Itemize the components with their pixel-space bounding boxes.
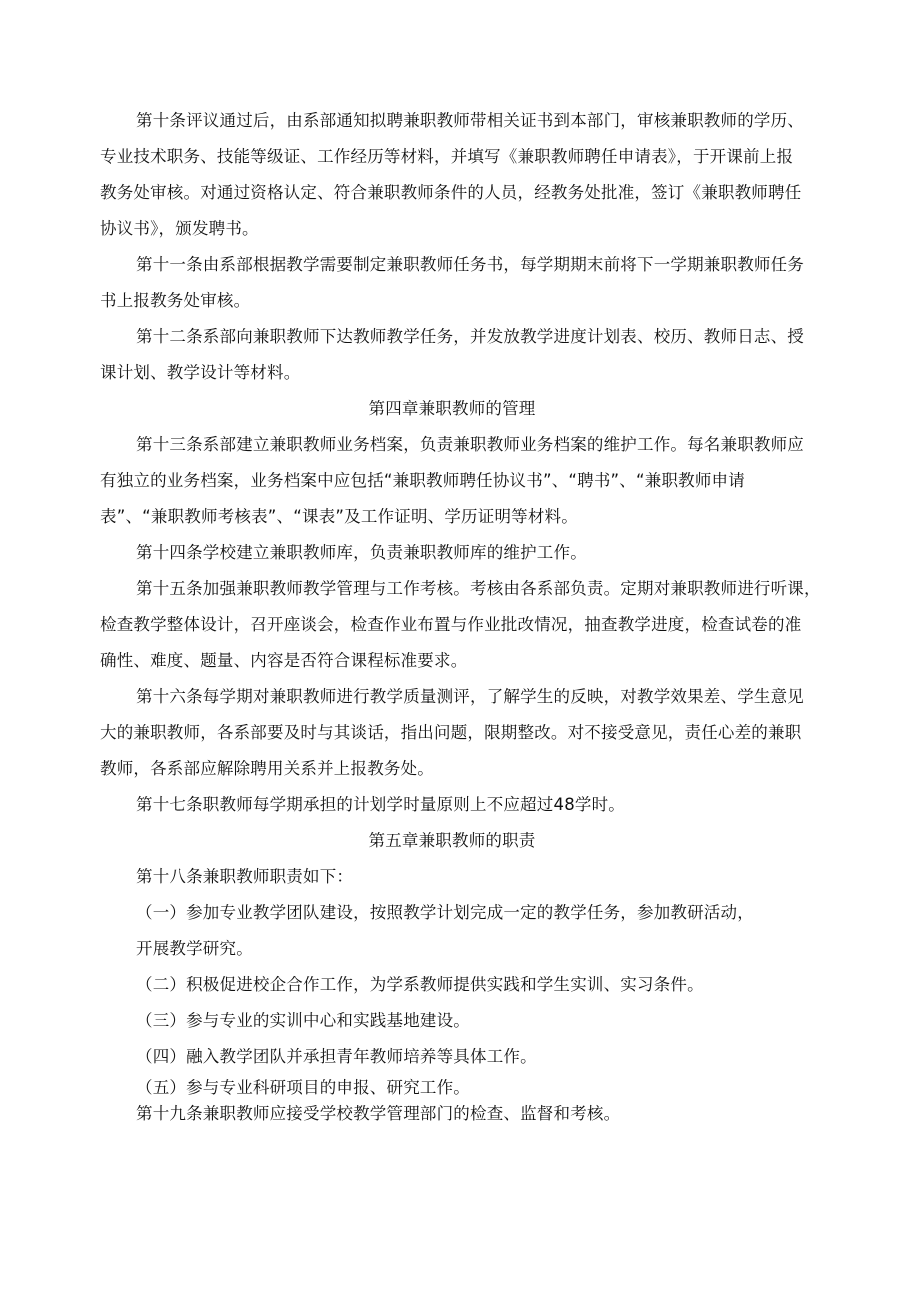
chapter-4-heading: 第四章兼职教师的管理 xyxy=(368,399,536,418)
article-10-line-2: 专业技术职务、技能等级证、工作经历等材料，并填写《兼职教师聘任申请表》，于开课前上报 xyxy=(100,147,794,166)
article-18-item-5: （五）参与专业科研项目的申报、研究工作。 xyxy=(136,1078,470,1097)
article-15-line-1: 第十五条加强兼职教师教学管理与工作考核。考核由各系部负责。定期对兼职教师进行听课， xyxy=(136,579,821,598)
article-17: 第十七条职教师每学期承担的计划学时量原则上不应超过48学时。 xyxy=(136,795,625,814)
chapter-5-heading: 第五章兼职教师的职责 xyxy=(368,831,536,850)
article-15-line-2: 检查教学整体设计，召开座谈会，检查作业布置与作业批改情况，抽查教学进度，检查试卷的准 xyxy=(100,615,802,634)
article-18-item-1-line-1: （一）参加专业教学团队建设，按照教学计划完成一定的教学任务，参加教研活动， xyxy=(136,903,754,922)
article-12-line-2: 课计划、教学设计等材料。 xyxy=(100,363,301,382)
document-body xyxy=(100,103,832,1127)
article-18-item-3: （三）参与专业的实训中心和实践基地建设。 xyxy=(136,1011,470,1030)
article-10-line-1: 第十条评议通过后，由系部通知拟聘兼职教师带相关证书到本部门，审核兼职教师的学历、 xyxy=(136,111,804,130)
article-18-intro: 第十八条兼职教师职责如下： xyxy=(136,867,354,886)
article-11-line-2: 书上报教务处审核。 xyxy=(100,291,251,310)
article-13-line-3: 表”、“兼职教师考核表”、“课表”及工作证明、学历证明等材料。 xyxy=(100,507,578,526)
article-15-line-3: 确性、难度、题量、内容是否符合课程标准要求。 xyxy=(100,651,468,670)
article-18-item-4: （四）融入教学团队并承担青年教师培养等具体工作。 xyxy=(136,1047,537,1066)
article-10-line-3: 教务处审核。对通过资格认定、符合兼职教师条件的人员，经教务处批准，签订《兼职教师聘任 xyxy=(100,183,802,202)
article-18-item-1-line-2: 开展教学研究。 xyxy=(136,939,253,958)
article-13-line-1: 第十三条系部建立兼职教师业务档案，负责兼职教师业务档案的维护工作。每名兼职教师应 xyxy=(136,435,804,454)
article-19: 第十九条兼职教师应接受学校教学管理部门的检查、监督和考核。 xyxy=(136,1104,621,1123)
article-18-item-2: （二）积极促进校企合作工作，为学系教师提供实践和学生实训、实习条件。 xyxy=(136,975,704,994)
article-12-line-1: 第十二条系部向兼职教师下达教师教学任务，并发放教学进度计划表、校历、教师日志、授 xyxy=(136,327,804,346)
article-16-line-2: 大的兼职教师，各系部要及时与其谈话，指出问题，限期整改。对不接受意见，责任心差的兼职 xyxy=(100,723,802,742)
article-10-line-4: 协议书》，颁发聘书。 xyxy=(100,219,259,238)
article-16-line-3: 教师，各系部应解除聘用关系并上报教务处。 xyxy=(100,759,434,778)
article-11-line-1: 第十一条由系部根据教学需要制定兼职教师任务书，每学期期末前将下一学期兼职教师任务 xyxy=(136,255,804,274)
article-16-line-1: 第十六条每学期对兼职教师进行教学质量测评，了解学生的反映，对教学效果差、学生意见 xyxy=(136,687,804,706)
article-13-line-2: 有独立的业务档案，业务档案中应包括“兼职教师聘任协议书”、“聘书”、“兼职教师申请 xyxy=(100,471,745,490)
article-14: 第十四条学校建立兼职教师库，负责兼职教师库的维护工作。 xyxy=(136,543,587,562)
